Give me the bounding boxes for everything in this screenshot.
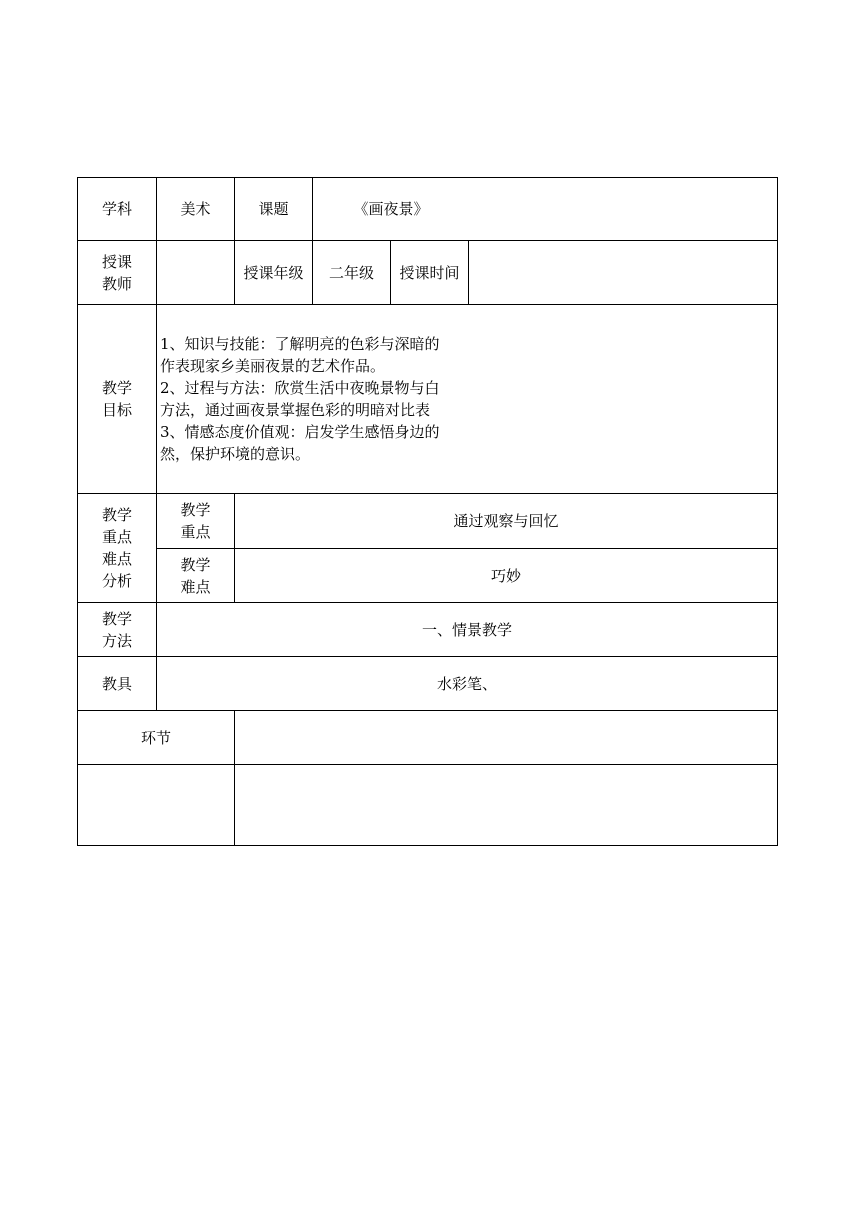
topic-value: 《画夜景》 [353,200,429,218]
subject-row [78,178,778,241]
stage-row [78,765,778,846]
time-label: 授课时间 [391,241,469,305]
key-point-label-cell [157,494,235,549]
time-value[interactable] [469,241,778,305]
grade-value[interactable]: 二年级 [313,241,391,305]
method-row [78,603,778,657]
stage-name-cell[interactable] [78,765,235,846]
key-point-value: 通过观察与回忆 [453,512,559,530]
difficulty-value-cell[interactable] [235,549,778,603]
analysis-label-cell [78,494,157,603]
stage-label: 环节 [78,711,235,765]
key-point-row [78,494,778,549]
objectives-label-cell [78,305,157,494]
difficulty-label: 教学难点 [180,555,211,596]
method-value: 一、情景教学 [422,620,513,639]
topic-value-cell[interactable] [313,178,778,241]
teacher-label-cell [78,241,157,305]
method-label: 教学方法 [101,609,132,650]
topic-label: 课题 [235,178,313,241]
stage-content-cell[interactable] [235,765,778,846]
objective-line: 1、知识与技能：了解明亮的色彩与深暗的 [160,335,440,353]
grade-label: 授课年级 [235,241,313,305]
objectives-row [78,305,778,494]
difficulty-value: 巧妙 [491,566,522,585]
subject-label: 学科 [78,178,157,241]
teacher-value[interactable] [157,241,235,305]
objective-line: 然，保护环境的意识。 [160,445,311,463]
teacher-label: 授课教师 [101,252,132,293]
objective-line: 作表现家乡美丽夜景的艺术作品。 [160,357,386,375]
objective-line: 方法，通过画夜景掌握色彩的明暗对比表 [160,401,431,419]
key-point-label: 教学重点 [180,501,211,541]
analysis-label: 教学重点难点分析 [101,506,132,590]
method-value-cell[interactable] [157,603,778,657]
difficulty-label-cell [157,549,235,603]
objective-line: 2、过程与方法：欣赏生活中夜晚景物与白 [160,379,440,397]
tools-value-cell[interactable] [157,657,778,711]
teacher-row [78,241,778,305]
tools-value: 水彩笔、 [437,674,498,693]
tools-label: 教具 [78,657,157,711]
method-label-cell [78,603,157,657]
stage-header-row [78,711,778,765]
objectives-content[interactable] [157,305,778,494]
lesson-plan-sheet [77,177,559,822]
objectives-label: 教学目标 [101,379,132,419]
subject-value[interactable]: 美术 [157,178,235,241]
lesson-plan-table [77,177,778,846]
tools-row [78,657,778,711]
stage-content-header[interactable] [235,711,778,765]
objective-line: 3、情感态度价值观：启发学生感悟身边的 [160,423,440,441]
key-point-value-cell[interactable] [235,494,778,549]
difficulty-row [78,549,778,603]
